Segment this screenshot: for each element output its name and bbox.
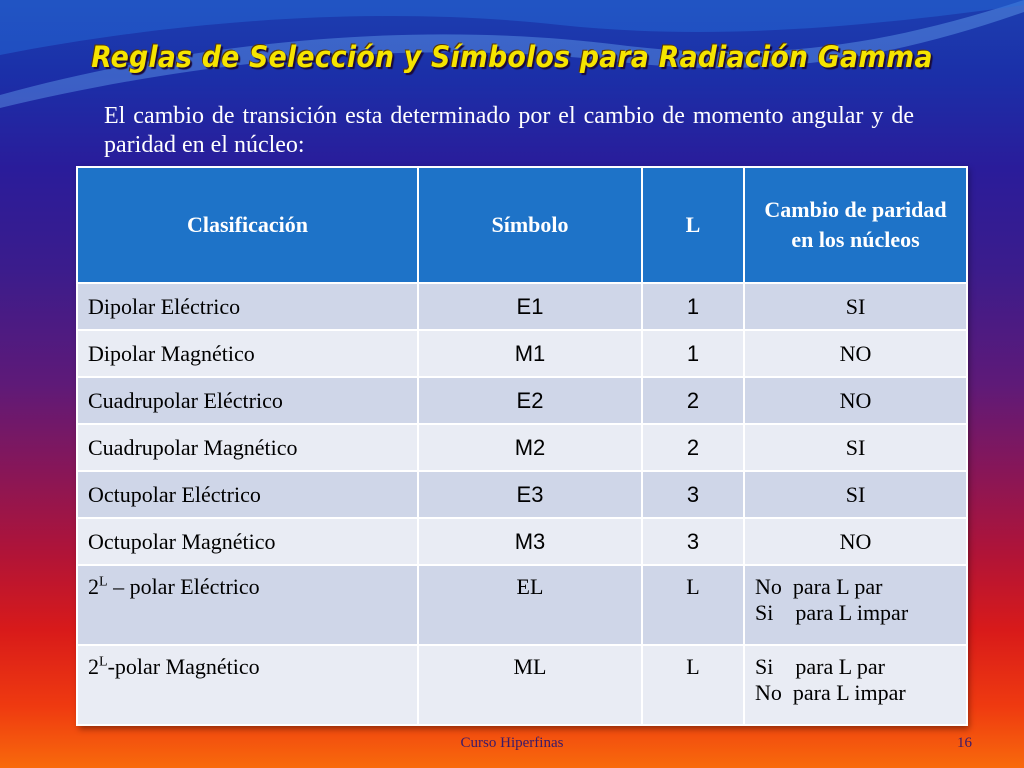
table-row [77, 565, 967, 645]
table-row [77, 645, 967, 725]
cell-l-text: 1 [686, 340, 700, 366]
cell-l [642, 377, 744, 424]
cell-clasificacion: Octupolar Eléctrico [77, 471, 418, 518]
table-header-row [77, 167, 967, 283]
cell-rest: – polar Eléctrico [107, 574, 260, 599]
table-row [77, 518, 967, 565]
cell-l-text: 2 [686, 387, 700, 413]
cell-l: L [642, 645, 744, 725]
cell-paridad-line1: Si para L par [755, 654, 885, 679]
cell-l-text: 1 [686, 293, 700, 319]
header-cambio-paridad: Cambio de paridad en los núcleos [744, 167, 967, 283]
table-row [77, 424, 967, 471]
cell-paridad [744, 565, 967, 645]
cell-clasificacion: Dipolar Eléctrico [77, 283, 418, 330]
cell-paridad: NO [744, 330, 967, 377]
cell-simbolo-text: E1 [516, 293, 544, 319]
cell-simbolo: ML [418, 645, 642, 725]
header-simbolo: Símbolo [418, 167, 642, 283]
cell-clasificacion: Cuadrupolar Magnético [77, 424, 418, 471]
cell-simbolo [418, 424, 642, 471]
cell-clasificacion: Octupolar Magnético [77, 518, 418, 565]
table-row [77, 471, 967, 518]
cell-rest: -polar Magnético [107, 654, 260, 679]
cell-l: L [642, 565, 744, 645]
intro-text: El cambio de transición esta determinado por el cambio de momento angular y de paridad en el núcleo: [104, 103, 914, 158]
cell-paridad: SI [744, 471, 967, 518]
slide-title: Reglas de Selección y Símbolos para Radiación Gamma [91, 40, 933, 74]
footer-page-number: 16 [957, 735, 972, 751]
cell-l [642, 283, 744, 330]
cell-paridad-line1: No para L par [755, 574, 883, 599]
cell-l-text: 2 [686, 434, 700, 460]
cell-paridad [744, 645, 967, 725]
footer-course: Curso Hiperfinas [460, 735, 564, 751]
table-row [77, 283, 967, 330]
cell-paridad: SI [744, 424, 967, 471]
cell-simbolo-text: M2 [514, 434, 546, 460]
cell-simbolo-text: M3 [514, 528, 546, 554]
cell-base: 2 [88, 654, 99, 679]
header-clasificacion: Clasificación [77, 167, 418, 283]
cell-paridad: NO [744, 377, 967, 424]
cell-simbolo [418, 377, 642, 424]
cell-l [642, 518, 744, 565]
cell-simbolo [418, 471, 642, 518]
cell-simbolo-text: M1 [514, 340, 546, 366]
cell-sup: L [99, 574, 108, 590]
cell-l-text: 3 [686, 481, 700, 507]
table-row [77, 330, 967, 377]
cell-l [642, 424, 744, 471]
header-l: L [642, 167, 744, 283]
cell-clasificacion: Dipolar Magnético [77, 330, 418, 377]
cell-simbolo: EL [418, 565, 642, 645]
cell-simbolo [418, 518, 642, 565]
cell-paridad: SI [744, 283, 967, 330]
cell-clasificacion [77, 565, 418, 645]
cell-simbolo-text: E3 [516, 481, 544, 507]
table-row [77, 377, 967, 424]
cell-clasificacion: Cuadrupolar Eléctrico [77, 377, 418, 424]
cell-paridad-line2: No para L impar [755, 680, 906, 705]
cell-simbolo [418, 283, 642, 330]
cell-paridad: NO [744, 518, 967, 565]
cell-l-text: 3 [686, 528, 700, 554]
cell-simbolo [418, 330, 642, 377]
selection-rules-table [76, 166, 966, 726]
cell-simbolo-text: E2 [516, 387, 544, 413]
cell-l [642, 471, 744, 518]
cell-l [642, 330, 744, 377]
cell-clasificacion [77, 645, 418, 725]
cell-paridad-line2: Si para L impar [755, 600, 909, 625]
cell-sup: L [99, 654, 108, 670]
cell-base: 2 [88, 574, 99, 599]
